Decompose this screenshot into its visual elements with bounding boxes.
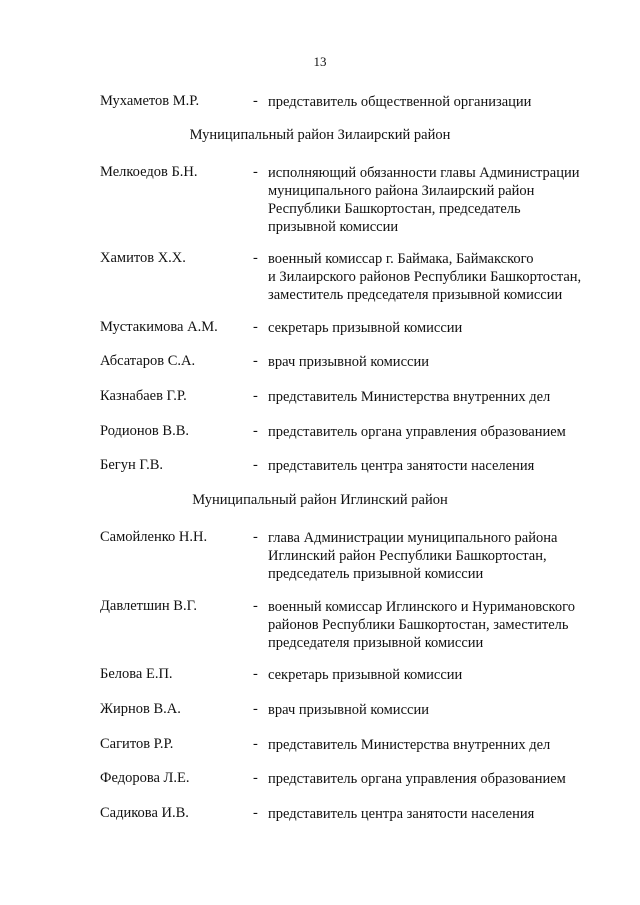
member-role: представитель Министерства внутренних дел	[268, 737, 551, 753]
member-role: врач призывной комиссии	[268, 354, 429, 370]
section-heading-zilair: Муниципальный район Зилаирский район	[189, 127, 451, 143]
dash-separator: -	[253, 529, 258, 545]
member-name: Мухаметов М.Р.	[100, 93, 200, 109]
dash-separator: -	[253, 457, 258, 473]
member-role: секретарь призывной комиссии	[268, 667, 463, 683]
dash-separator: -	[253, 701, 258, 717]
member-name: Самойленко Н.Н.	[100, 529, 208, 545]
member-role: врач призывной комиссии	[268, 702, 429, 718]
section-heading-iglino: Муниципальный район Иглинский район	[192, 492, 448, 508]
member-name: Садикова И.В.	[100, 805, 189, 821]
member-name: Родионов В.В.	[100, 423, 189, 439]
member-name: Мустакимова А.М.	[100, 319, 218, 335]
dash-separator: -	[253, 388, 258, 404]
member-role: исполняющий обязанности главы Администрации муниципального района Зилаирский район Республики Башкортостан, председатель призывной комиссии	[268, 165, 580, 235]
dash-separator: -	[253, 423, 258, 439]
dash-separator: -	[253, 736, 258, 752]
dash-separator: -	[253, 598, 258, 614]
member-name: Хамитов Х.Х.	[100, 250, 186, 266]
member-role: представитель центра занятости населения	[268, 806, 535, 822]
member-role: глава Администрации муниципального района Иглинский район Республики Башкортостан, председатель призывной комиссии	[268, 530, 558, 582]
member-name: Бегун Г.В.	[100, 457, 164, 473]
member-name: Жирнов В.А.	[100, 701, 181, 717]
dash-separator: -	[253, 770, 258, 786]
member-role: военный комиссар г. Баймака, Баймакского и Зилаирского районов Республики Башкортостан, заместитель председателя призывной комиссии	[268, 251, 582, 303]
member-role: военный комиссар Иглинского и Нуримановского районов Республики Башкортостан, заместитель председателя призывной комиссии	[268, 599, 575, 651]
dash-separator: -	[253, 93, 258, 109]
member-name: Абсатаров С.А.	[100, 353, 196, 369]
member-name: Давлетшин В.Г.	[100, 598, 197, 614]
member-role: представитель органа управления образованием	[268, 424, 566, 440]
member-role: представитель общественной организации	[268, 94, 532, 110]
member-role: представитель центра занятости населения	[268, 458, 535, 474]
dash-separator: -	[253, 164, 258, 180]
dash-separator: -	[253, 353, 258, 369]
dash-separator: -	[253, 805, 258, 821]
dash-separator: -	[253, 250, 258, 266]
member-role: представитель Министерства внутренних дел	[268, 389, 551, 405]
dash-separator: -	[253, 666, 258, 682]
dash-separator: -	[253, 319, 258, 335]
member-role: представитель органа управления образованием	[268, 771, 566, 787]
member-name: Казнабаев Г.Р.	[100, 388, 187, 404]
member-name: Мелкоедов Б.Н.	[100, 164, 198, 180]
page-number: 13	[313, 54, 327, 69]
member-name: Сагитов Р.Р.	[100, 736, 174, 752]
member-name: Федорова Л.Е.	[100, 770, 190, 786]
member-name: Белова Е.П.	[100, 666, 173, 682]
member-role: секретарь призывной комиссии	[268, 320, 463, 336]
